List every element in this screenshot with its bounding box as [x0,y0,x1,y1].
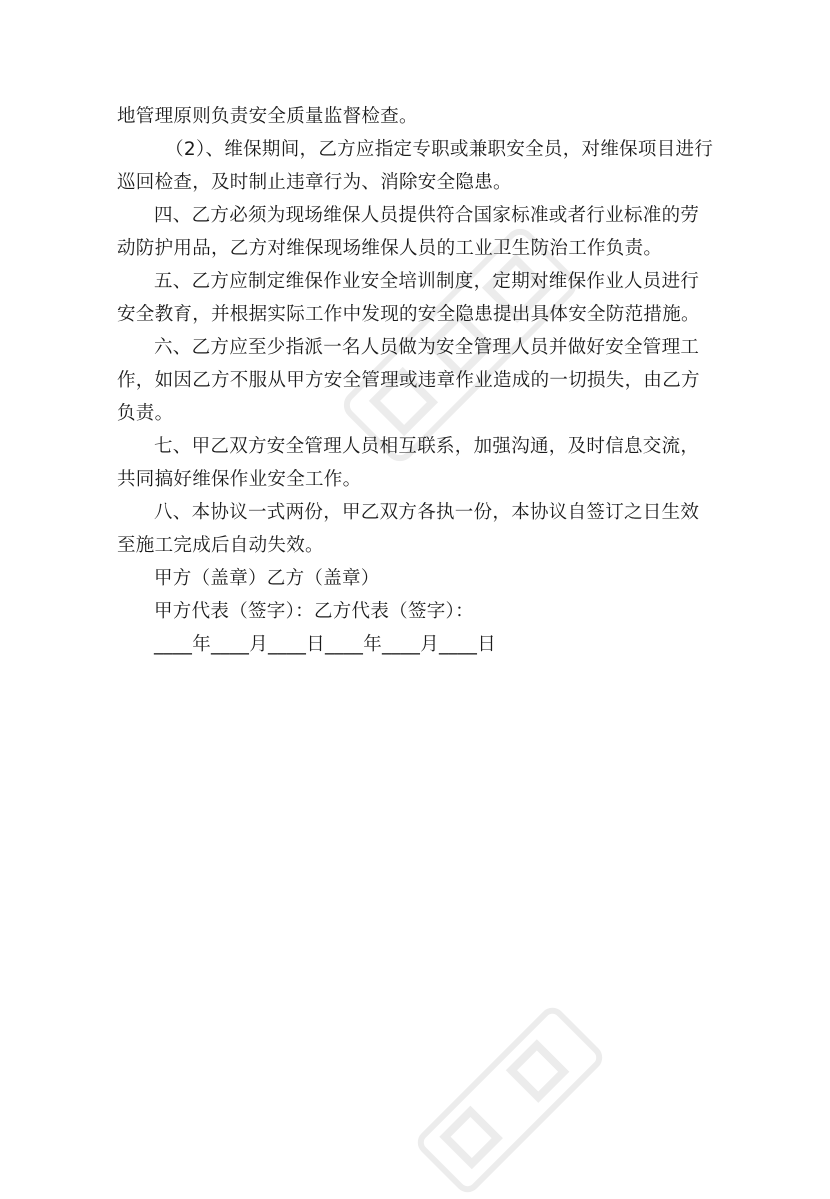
paragraph-item-2: （2）、维保期间，乙方应指定专职或兼职安全员，对维保项目进行巡回检查，及时制止违章行为、消除安全隐患。 [117,139,714,193]
paragraph-clause-5: 五、乙方应制定维保作业安全培训制度，定期对维保作业人员进行安全教育，并根据实际工作中发现的安全隐患提出具体安全防范措施。 [117,271,700,325]
paragraph-clause-6: 六、乙方应至少指派一名人员做为安全管理人员并做好安全管理工作，如因乙方不服从甲方安全管理或违章作业造成的一切损失，由乙方负责。 [117,337,700,424]
document-body [117,100,715,661]
watermark-logo-lower [411,1001,609,1199]
paragraph-clause-7: 七、甲乙双方安全管理人员相互联系，加强沟通，及时信息交流，共同搞好维保作业安全工作。 [117,436,700,490]
seal-line: 甲方（盖章）乙方（盖章） [154,568,380,589]
representative-signature-line: 甲方代表（签字）：乙方代表（签字）： [154,601,474,622]
date-line: ____年____月____日____年____月____日 [154,634,497,655]
signature-block [117,562,715,661]
paragraph-continuation: 地管理原则负责安全质量监督检查。 [117,106,418,127]
paragraph-clause-4: 四、乙方必须为现场维保人员提供符合国家标准或者行业标准的劳动防护用品，乙方对维保现场维保人员的工业卫生防治工作负责。 [117,205,700,259]
paragraph-clause-8: 八、本协议一式两份，甲乙双方各执一份，本协议自签订之日生效至施工完成后自动失效。 [117,502,700,556]
